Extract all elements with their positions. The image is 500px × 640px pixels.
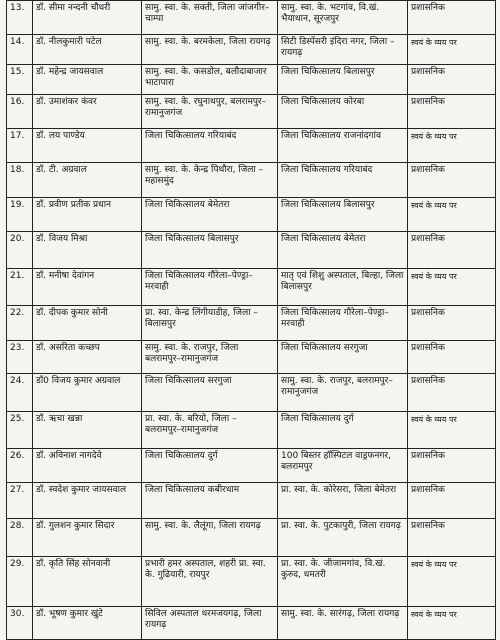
current-posting: सामु. स्वा. के. बरमकेला, जिला रायगढ़ bbox=[142, 35, 278, 65]
table-row bbox=[7, 306, 496, 341]
current-posting: सामु. स्वा. के. सक्ती, जिला जांजगीर–चाम्पा bbox=[142, 1, 278, 35]
transfer-type: प्रशासनिक bbox=[408, 374, 496, 412]
current-posting: जिला चिकित्सालय सरगुजा bbox=[142, 374, 278, 412]
transfer-type: प्रशासनिक bbox=[408, 449, 496, 483]
table-row bbox=[7, 412, 496, 449]
table-row bbox=[7, 35, 496, 65]
serial-number: 20. bbox=[7, 232, 33, 269]
new-posting: मातृ एवं शिशु अस्पताल, बिल्हा, जिला बिलासपुर bbox=[278, 269, 408, 306]
transfer-type: स्वयं के व्यय पर bbox=[408, 35, 496, 65]
new-posting: जिला चिकित्सालय सरगुजा bbox=[278, 341, 408, 374]
current-posting: जिला चिकित्सालय बिलासपुर bbox=[142, 232, 278, 269]
transfer-type: स्वयं के व्यय पर bbox=[408, 269, 496, 306]
current-posting: जिला चिकित्सालय गरियाबंद bbox=[142, 129, 278, 163]
doctor-name: डॉ. भूषण कुमार खुंटे bbox=[33, 607, 142, 640]
doctor-name: डॉ. स्वदेश कुमार जायसवाल bbox=[33, 483, 142, 519]
doctor-name: डॉ. विजय मिश्रा bbox=[33, 232, 142, 269]
doctor-name: डॉ0 विजय कुमार अग्रवाल bbox=[33, 374, 142, 412]
current-posting: प्रभारी हमर अस्पताल, शहरी प्रा. स्वा. के. गुढियारी, रायपुर bbox=[142, 557, 278, 607]
transfer-type: प्रशासनिक bbox=[408, 306, 496, 341]
current-posting: सामु. स्वा. के. कसडोल, बलौदाबाजार भाटापारा bbox=[142, 65, 278, 95]
serial-number: 15. bbox=[7, 65, 33, 95]
new-posting: प्रा. स्वा. के. कोरेसरा, जिला बेमेतरा bbox=[278, 483, 408, 519]
table-row bbox=[7, 483, 496, 519]
table-row bbox=[7, 1, 496, 35]
current-posting: जिला चिकित्सालय दुर्ग bbox=[142, 449, 278, 483]
transfer-type: प्रशासनिक bbox=[408, 1, 496, 35]
transfer-type: प्रशासनिक bbox=[408, 95, 496, 129]
serial-number: 26. bbox=[7, 449, 33, 483]
serial-number: 22. bbox=[7, 306, 33, 341]
current-posting: जिला चिकित्सालय कबीरधाम bbox=[142, 483, 278, 519]
serial-number: 14. bbox=[7, 35, 33, 65]
serial-number: 13. bbox=[7, 1, 33, 35]
new-posting: जिला चिकित्सालय बिलासपुर bbox=[278, 198, 408, 232]
serial-number: 29. bbox=[7, 557, 33, 607]
new-posting: प्रा. स्वा. के. पुटकापुरी, जिला रायगढ़ bbox=[278, 519, 408, 557]
new-posting: जिला चिकित्सालय बेमेतरा bbox=[278, 232, 408, 269]
table-row bbox=[7, 341, 496, 374]
current-posting: जिला चिकित्सालय गौरेला–पेण्ड्रा–मरवाही bbox=[142, 269, 278, 306]
doctor-name: डॉ. महेन्द्र जायसवाल bbox=[33, 65, 142, 95]
transfer-type: प्रशासनिक bbox=[408, 65, 496, 95]
new-posting: सामु. स्वा. के. भटगांव, वि.खं. भैयाथान, सूरजपुर bbox=[278, 1, 408, 35]
serial-number: 24. bbox=[7, 374, 33, 412]
new-posting: 100 बिस्तर हॉस्पिटल वाड्रफनगर, बलरामपुर bbox=[278, 449, 408, 483]
table-row bbox=[7, 163, 496, 198]
transfer-type: स्वयं के व्यय पर bbox=[408, 607, 496, 640]
table-row bbox=[7, 198, 496, 232]
table-row bbox=[7, 65, 496, 95]
new-posting: जिला चिकित्सालय बिलासपुर bbox=[278, 65, 408, 95]
new-posting: सामु. स्वा. के. सारंगढ़, जिला रायगढ़ bbox=[278, 607, 408, 640]
current-posting: प्रा. स्वा. केन्द्र लिंगीयाडीह, जिला – बिलासपुर bbox=[142, 306, 278, 341]
current-posting: सामु. स्वा. के. रघुनाथपुर, बलरामपुर–रामानुजगंज bbox=[142, 95, 278, 129]
current-posting: सामु. स्वा. के. राजपुर, जिला बलरामपुर–रामानुजगंज bbox=[142, 341, 278, 374]
transfer-type: स्वयं के व्यय पर bbox=[408, 412, 496, 449]
table-row bbox=[7, 129, 496, 163]
doctor-name: डॉ. टी. अग्रवाल bbox=[33, 163, 142, 198]
serial-number: 28. bbox=[7, 519, 33, 557]
transfer-type: प्रशासनिक bbox=[408, 341, 496, 374]
current-posting: प्रा. स्वा. के. बरियो, जिला – बलरामपुर–रामानुजगंज bbox=[142, 412, 278, 449]
transfer-type: प्रशासनिक bbox=[408, 519, 496, 557]
transfer-type: प्रशासनिक bbox=[408, 483, 496, 519]
transfer-type: प्रशासनिक bbox=[408, 232, 496, 269]
new-posting: जिला चिकित्सालय कोरबा bbox=[278, 95, 408, 129]
table-row bbox=[7, 374, 496, 412]
new-posting: जिला चिकित्सालय गरियाबंद bbox=[278, 163, 408, 198]
doctor-name: डॉ. मनीषा देवांगन bbox=[33, 269, 142, 306]
table-row bbox=[7, 95, 496, 129]
doctor-name: डॉ. असरिता कच्छप bbox=[33, 341, 142, 374]
doctor-name: डॉ. गुलशन कुमार सिदार bbox=[33, 519, 142, 557]
serial-number: 25. bbox=[7, 412, 33, 449]
doctor-name: डॉ. ऋचा खन्ना bbox=[33, 412, 142, 449]
transfer-type: प्रशासनिक bbox=[408, 163, 496, 198]
doctor-name: डॉ. उमाशंकर कंवर bbox=[33, 95, 142, 129]
transfer-type: स्वयं के व्यय पर bbox=[408, 557, 496, 607]
serial-number: 23. bbox=[7, 341, 33, 374]
transfer-table-body bbox=[7, 1, 496, 640]
transfer-type: स्वयं के व्यय पर bbox=[408, 198, 496, 232]
transfer-table bbox=[6, 0, 496, 640]
doctor-name: डॉ. लय पाण्डेय bbox=[33, 129, 142, 163]
table-row bbox=[7, 232, 496, 269]
doctor-name: डॉ. कृति सिंह सोनवानी bbox=[33, 557, 142, 607]
new-posting: जिला चिकित्सालय दुर्ग bbox=[278, 412, 408, 449]
serial-number: 21. bbox=[7, 269, 33, 306]
current-posting: सामु. स्वा. के. केन्द्र पिथौरा, जिला – महासमुंद bbox=[142, 163, 278, 198]
serial-number: 30. bbox=[7, 607, 33, 640]
doctor-name: डॉ. प्रवीण प्रतीक प्रधान bbox=[33, 198, 142, 232]
new-posting: सिटी डिस्पेंसरी इंदिरा नगर, जिला – रायगढ़ bbox=[278, 35, 408, 65]
table-row bbox=[7, 519, 496, 557]
doctor-name: डॉ. दीपक कुमार सोनी bbox=[33, 306, 142, 341]
serial-number: 16. bbox=[7, 95, 33, 129]
doctor-name: डॉ. नीलकुमारी पटेल bbox=[33, 35, 142, 65]
serial-number: 19. bbox=[7, 198, 33, 232]
serial-number: 18. bbox=[7, 163, 33, 198]
new-posting: जिला चिकित्सालय राजनांदगांव bbox=[278, 129, 408, 163]
table-row bbox=[7, 269, 496, 306]
current-posting: सिविल अस्पताल धरमजयगढ़, जिला रायगढ़ bbox=[142, 607, 278, 640]
transfer-type: स्वयं के व्यय पर bbox=[408, 129, 496, 163]
new-posting: जिला चिकित्सालय गौरेला–पेण्ड्रा–मरवाही bbox=[278, 306, 408, 341]
current-posting: जिला चिकित्सालय बेमेतरा bbox=[142, 198, 278, 232]
table-row bbox=[7, 607, 496, 640]
serial-number: 27. bbox=[7, 483, 33, 519]
doctor-name: डॉ. सीमा नन्दनी चौधरी bbox=[33, 1, 142, 35]
new-posting: सामु. स्वा. के. राजपुर, बलरामपुर–रामानुजगंज bbox=[278, 374, 408, 412]
new-posting: प्रा. स्वा. के. जीजामगांव, वि.खं. कुरुद, धमतरी bbox=[278, 557, 408, 607]
doctor-name: डॉ. अविनाश नागदेवे bbox=[33, 449, 142, 483]
serial-number: 17. bbox=[7, 129, 33, 163]
table-row bbox=[7, 557, 496, 607]
table-row bbox=[7, 449, 496, 483]
current-posting: सामु. स्वा. के. लैलूंगा, जिला रायगढ़ bbox=[142, 519, 278, 557]
